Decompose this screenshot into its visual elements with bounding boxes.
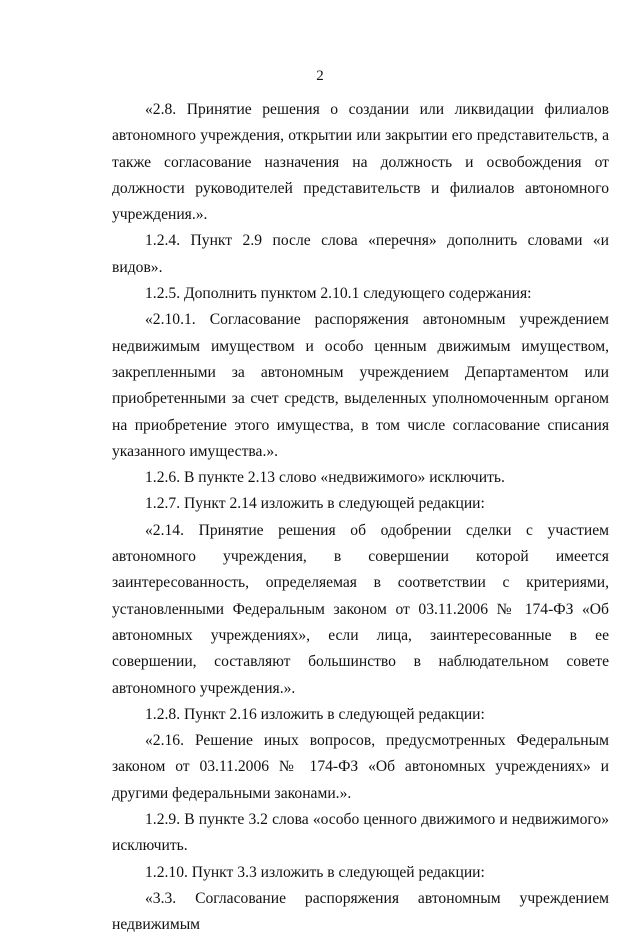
paragraph-1-2-5: 1.2.5. Дополнить пунктом 2.10.1 следующего содержания: bbox=[145, 285, 532, 303]
paragraph-2-16: «2.16. Решение иных вопросов, предусмотренных Федеральным законом от 03.11.2006 № 174-ФЗ «Об автономных учреждениях» и другими федеральными законами.». bbox=[112, 732, 609, 802]
paragraph-1-2-10: 1.2.10. Пункт 3.3 изложить в следующей редакции: bbox=[145, 863, 485, 881]
paragraph-1-2-7: 1.2.7. Пункт 2.14 изложить в следующей редакции: bbox=[145, 495, 485, 513]
paragraph-2-8: «2.8. Принятие решения о создании или ликвидации филиалов автономного учреждения, открытии или закрытии его представительств, а также согласование назначения на должность и освобождения от должности руководителей представительств и филиалов автономного учреждения.». bbox=[112, 101, 609, 224]
paragraph-1-2-6: 1.2.6. В пункте 2.13 слово «недвижимого» исключить. bbox=[145, 469, 505, 487]
page-number: 2 bbox=[316, 68, 324, 84]
paragraph-3-3: «3.3. Согласование распоряжения автономным учреждением недвижимым bbox=[112, 889, 609, 934]
document-body bbox=[112, 97, 609, 939]
paragraph-2-14: «2.14. Принятие решения об одобрении сделки с участием автономного учреждения, в совершении которой имеется заинтересованность, определяемая в соответствии с критериями, установленными Федеральным законом от 03.11.2006 № 174-ФЗ «Об автономных учреждениях», если лица, заинтересованные в ее совершении, составляют большинство в наблюдательном совете автономного учреждения.». bbox=[112, 521, 609, 697]
paragraph-1-2-9: 1.2.9. В пункте 3.2 слова «особо ценного движимого и недвижимого» исключить. bbox=[112, 811, 609, 855]
paragraph-1-2-4: 1.2.4. Пункт 2.9 после слова «перечня» дополнить словами «и видов». bbox=[112, 232, 609, 276]
paragraph-2-10-1: «2.10.1. Согласование распоряжения автономным учреждением недвижимым имуществом и особо ценным движимым имуществом, закрепленными за автономным учреждением Департаментом или приобретенными за счет средств, выделенных уполномоченным органом на приобретение этого имущества, в том числе согласование списания указанного имущества.». bbox=[112, 311, 609, 460]
paragraph-1-2-8: 1.2.8. Пункт 2.16 изложить в следующей редакции: bbox=[145, 705, 485, 723]
